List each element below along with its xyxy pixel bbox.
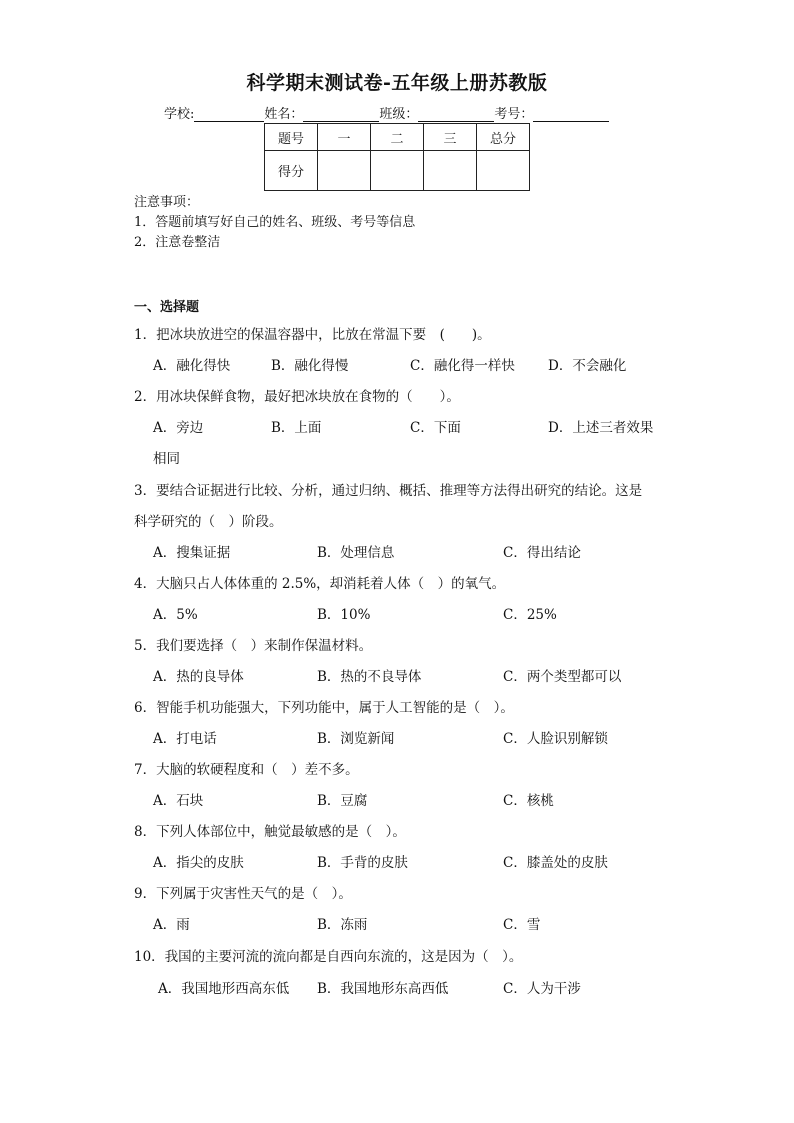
question-stem: 4．大脑只占人体体重的 2.5%，却消耗着人体（ ）的氧气。 bbox=[134, 576, 506, 592]
score-header-cell: 题号 bbox=[265, 124, 318, 151]
option-a[interactable]: A．石块 bbox=[153, 793, 204, 809]
class-label: 班级： bbox=[379, 107, 419, 122]
option-b[interactable]: B．10% bbox=[317, 607, 371, 623]
score-table bbox=[264, 123, 530, 191]
name-label: 姓名： bbox=[264, 107, 304, 122]
option-c[interactable]: C．雪 bbox=[503, 917, 541, 933]
school-label: 学校: bbox=[164, 107, 195, 122]
option-b[interactable]: B．冻雨 bbox=[317, 917, 368, 933]
option-c[interactable]: C．膝盖处的皮肤 bbox=[503, 855, 608, 871]
option-b[interactable]: B．热的不良导体 bbox=[317, 669, 422, 685]
score-header-cell: 二 bbox=[371, 124, 424, 151]
score-cell[interactable] bbox=[424, 151, 477, 191]
score-cell[interactable] bbox=[477, 151, 530, 191]
notes-heading: 注意事项： bbox=[134, 195, 200, 210]
school-blank[interactable] bbox=[194, 107, 264, 122]
question-stem: 7．大脑的软硬程度和（ ）差不多。 bbox=[134, 762, 359, 778]
section-heading: 一、选择题 bbox=[134, 300, 200, 315]
option-c[interactable]: C．人脸识别解锁 bbox=[503, 731, 608, 747]
question-stem: 10．我国的主要河流的流向都是自西向东流的，这是因为（ ）。 bbox=[134, 949, 523, 965]
question-stem: 3．要结合证据进行比较、分析，通过归纳、概括、推理等方法得出研究的结论。这是 bbox=[134, 483, 643, 499]
student-info-line bbox=[164, 103, 609, 122]
notes-block bbox=[134, 193, 415, 253]
option-c[interactable]: C．融化得一样快 bbox=[410, 358, 515, 374]
exam-no-label: 考号： bbox=[494, 107, 534, 122]
score-row-label: 得分 bbox=[265, 151, 318, 191]
option-b[interactable]: B．手背的皮肤 bbox=[317, 855, 408, 871]
option-b[interactable]: B．豆腐 bbox=[317, 793, 368, 809]
option-b[interactable]: B．上面 bbox=[271, 420, 322, 436]
option-a[interactable]: A．5% bbox=[153, 607, 198, 623]
question-stem: 1．把冰块放进空的保温容器中，比放在常温下要 ( )。 bbox=[134, 327, 491, 343]
question-stem: 8．下列人体部位中，触觉最敏感的是（ ）。 bbox=[134, 824, 406, 840]
option-a[interactable]: A．打电话 bbox=[153, 731, 217, 747]
option-b[interactable]: B．浏览新闻 bbox=[317, 731, 395, 747]
option-b[interactable]: B．我国地形东高西低 bbox=[317, 981, 449, 997]
score-cell[interactable] bbox=[318, 151, 371, 191]
option-a[interactable]: A．搜集证据 bbox=[153, 545, 231, 561]
option-c[interactable]: C．25% bbox=[503, 607, 557, 623]
score-table-header-row bbox=[265, 124, 530, 151]
exam-no-blank[interactable] bbox=[533, 107, 609, 122]
class-blank[interactable] bbox=[418, 107, 494, 122]
question-stem: 2．用冰块保鲜食物，最好把冰块放在食物的（ ）。 bbox=[134, 389, 460, 405]
question-stem-continuation: 科学研究的（ ）阶段。 bbox=[134, 514, 283, 530]
option-c[interactable]: C．核桃 bbox=[503, 793, 554, 809]
score-header-cell: 三 bbox=[424, 124, 477, 151]
option-b[interactable]: B．融化得慢 bbox=[271, 358, 349, 374]
score-header-cell: 总分 bbox=[477, 124, 530, 151]
option-d[interactable]: D．不会融化 bbox=[548, 358, 627, 374]
question-stem: 5．我们要选择（ ）来制作保温材料。 bbox=[134, 638, 373, 654]
option-a[interactable]: A．我国地形西高东低 bbox=[158, 981, 290, 997]
option-c[interactable]: C．两个类型都可以 bbox=[503, 669, 622, 685]
option-c[interactable]: C．人为干涉 bbox=[503, 981, 581, 997]
question-stem: 6．智能手机功能强大，下列功能中，属于人工智能的是（ ）。 bbox=[134, 700, 514, 716]
note-item: 2．注意卷整洁 bbox=[134, 235, 221, 250]
option-c[interactable]: C．下面 bbox=[410, 420, 461, 436]
score-cell[interactable] bbox=[371, 151, 424, 191]
option-d[interactable]: D．上述三者效果 bbox=[548, 420, 654, 436]
option-b[interactable]: B．处理信息 bbox=[317, 545, 395, 561]
option-c[interactable]: C．得出结论 bbox=[503, 545, 581, 561]
option-a[interactable]: A．融化得快 bbox=[153, 358, 231, 374]
note-item: 1．答题前填写好自己的姓名、班级、考号等信息 bbox=[134, 215, 416, 230]
option-d-continuation: 相同 bbox=[153, 451, 180, 467]
option-a[interactable]: A．雨 bbox=[153, 917, 190, 933]
question-stem: 9．下列属于灾害性天气的是（ ）。 bbox=[134, 886, 352, 902]
option-a[interactable]: A．热的良导体 bbox=[153, 669, 244, 685]
name-blank[interactable] bbox=[303, 107, 379, 122]
option-a[interactable]: A．指尖的皮肤 bbox=[153, 855, 244, 871]
score-table-score-row bbox=[265, 151, 530, 191]
option-a[interactable]: A．旁边 bbox=[153, 420, 204, 436]
score-header-cell: 一 bbox=[318, 124, 371, 151]
exam-title: 科学期末测试卷-五年级上册苏教版 bbox=[246, 72, 548, 94]
